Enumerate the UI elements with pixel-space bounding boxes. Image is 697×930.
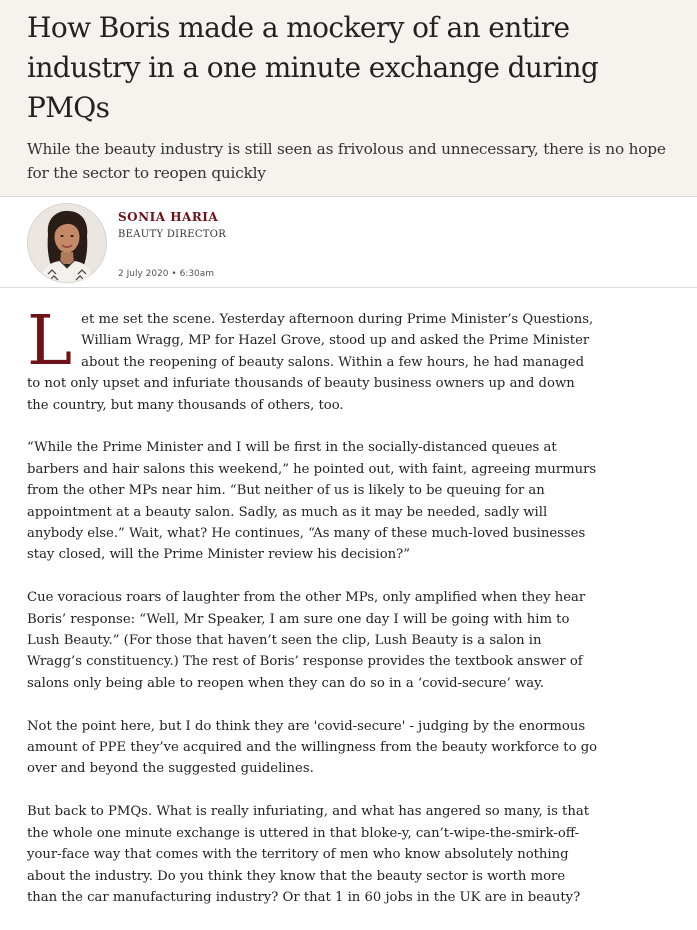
byline — [0, 197, 697, 288]
publish-date: 2 July 2020 • 6:30am — [118, 269, 215, 279]
standfirst: While the beauty industry is still seen as frivolous and unnecessary, there is no hope for the sector to reopen quickly — [27, 140, 666, 182]
headline: How Boris made a mockery of an entire industry in a one minute exchange during PMQs — [27, 11, 599, 124]
author-name-link[interactable]: SONIA HARIA — [118, 210, 219, 224]
author-role: BEAUTY DIRECTOR — [118, 229, 227, 240]
paragraph-3: Cue voracious roars of laughter from the other MPs, only amplified when they hear Boris’ response: “Well, Mr Speaker, I am sure one day I will be going with him to Lush Beauty.” (For those that haven’t seen the clip, Lush Beauty is a salon in Wragg’s constituency.) The rest of Boris’ response provides the textbook answer of salons only being able to reopen when they can do so in a ‘covid-secure’ way. — [27, 590, 586, 691]
paragraph-2: “While the Prime Minister and I will be first in the socially-distanced queues at barbers and hair salons this weekend,” he pointed out, with faint, agreeing murmurs from the other MPs near him. “But neither of us is likely to be queuing for an appointment at a beauty salon. Sadly, as much as it may be needed, sadly will anybody else.” Wait, what? He continues, “As many of these much-loved businesses stay closed, will the Prime Minister review his decision?” — [27, 440, 597, 563]
paragraph-4: Not the point here, but I do think they are 'covid-secure' - judging by the enormous amount of PPE they’ve acquired and the willingness from the beauty workforce to go over and beyond the suggested guidelines. — [27, 718, 598, 777]
author-avatar[interactable] — [27, 203, 107, 283]
article-body — [27, 302, 599, 930]
drop-cap: L — [27, 302, 73, 381]
author-portrait-photo — [28, 204, 106, 282]
article-header — [0, 0, 697, 197]
paragraph-1 — [27, 302, 599, 416]
paragraph-1-text: et me set the scene. Yesterday afternoon during Prime Minister’s Questions, William Wragg, MP for Hazel Grove, stood up and asked the Prime Minister about the reopening of beauty salons. Within a few hours, he had managed to not only upset and infuriate thousands of beauty business owners up and down the country, but many thousands of others, too. — [27, 312, 594, 413]
paragraph-5: But back to PMQs. What is really infuriating, and what has angered so many, is that the whole one minute exchange is uttered in that bloke-y, can’t-wipe-the-smirk-off-your-face way that comes with the territory of men who know absolutely nothing about the industry. Do you think they know that the beauty sector is worth more than the car manufacturing industry? Or that 1 in 60 jobs in the UK are in beauty? — [27, 804, 590, 905]
